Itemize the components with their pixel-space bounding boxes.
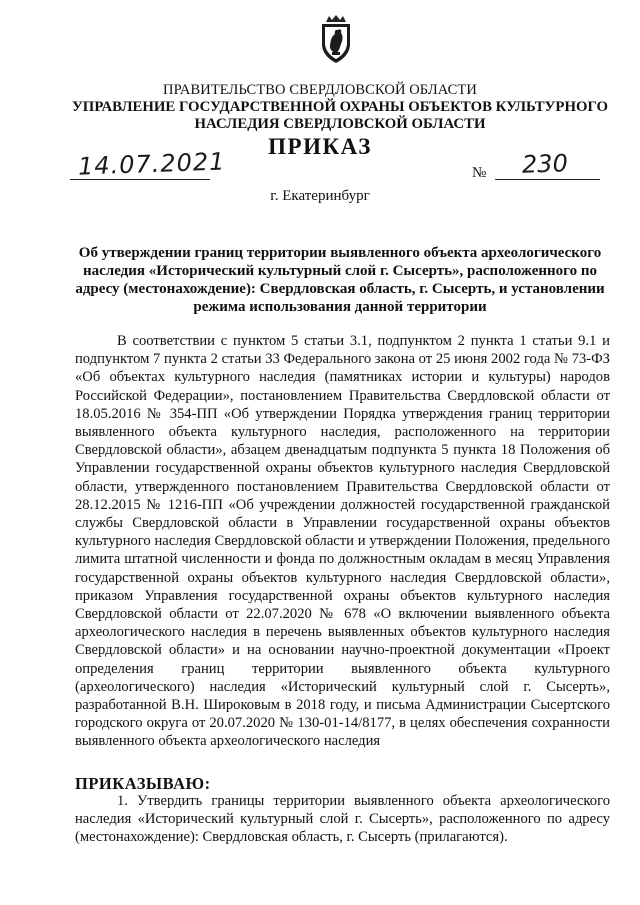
order-date: 14.07.2021 (77, 147, 226, 181)
city: г. Екатеринбург (270, 188, 370, 204)
order-number: 230 (521, 149, 569, 179)
date-underline (70, 179, 210, 180)
department-name: УПРАВЛЕНИЕ ГОСУДАРСТВЕННОЙ ОХРАНЫ ОБЪЕКТОВ КУЛЬТУРНОГО НАСЛЕДИЯ СВЕРДЛОВСКОЙ ОБЛАСТИ (71, 99, 609, 132)
preamble-paragraph: В соответствии с пунктом 5 статьи 3.1, подпунктом 2 пункта 1 статьи 9.1 и подпунктом 7 пункта 2 статьи 33 Федерального закона от 25 июня 2002 года № 73-ФЗ «Об объектах культурного наследия (памятниках истории и культуры) народов Российской Федерации», постановлением Правительства Свердловской области от 18.05.2016 № 354-ПП «Об утверждении Порядка утверждения границ территории выявленного объекта культурного наследия, расположенного на территории Свердловской области», абзацем двенадцатым подпункта 5 пункта 18 Положения об Управлении государственной охраны объектов культурного наследия Свердловской области, утвержденного постановлением Правительства Свердловской области от 28.12.2015 № 1216-ПП «Об учреждении должностей государственной гражданской службы Свердловской области в Управлении государственной охраны объектов культурного наследия Свердловской области и утверждении Положения, предельного лимита штатной численности и фонда по должностным окладам в месяц Управления государственной охраны объектов культурного наследия Свердловской области», приказом Управления государственной охраны объектов культурного наследия Свердловской области от 22.07.2020 № 678 «О включении выявленного объекта археологического наследия в перечень выявленных объектов культурного наследия Свердловской области» и на основании научно-проектной документации «Проект определения границ территории выявленного объекта культурного (археологического) наследия «Исторический культурный слой г. Сысерть», разработанной В.Н. Широковым в 2018 году, и письма Администрации Сысертского городского округа от 20.07.2020 № 130-01-14/8177, в целях обеспечения сохранности выявленного объекта археологического наследия (75, 333, 610, 750)
document-type-title: ПРИКАЗ (268, 134, 372, 159)
orders-heading: ПРИКАЗЫВАЮ: (75, 774, 211, 793)
number-label: № (472, 165, 487, 181)
order-subject: Об утверждении границ территории выявленного объекта археологического наследия «Исторический культурный слой г. Сысерть», расположенного по адресу (местонахождение): Свердловская область, г. Сысерть, и установлении режима использования данной территории (75, 245, 605, 315)
order-item-1: 1. Утвердить границы территории выявленного объекта археологического наследия «Исторический культурный слой г. Сысерть», расположенного по адресу (местонахождение): Свердловская область, г. Сысерть (прилагаются). (75, 793, 610, 846)
government-name: ПРАВИТЕЛЬСТВО СВЕРДЛОВСКОЙ ОБЛАСТИ (163, 82, 477, 98)
coat-of-arms-icon (318, 14, 354, 64)
number-underline (495, 179, 600, 180)
